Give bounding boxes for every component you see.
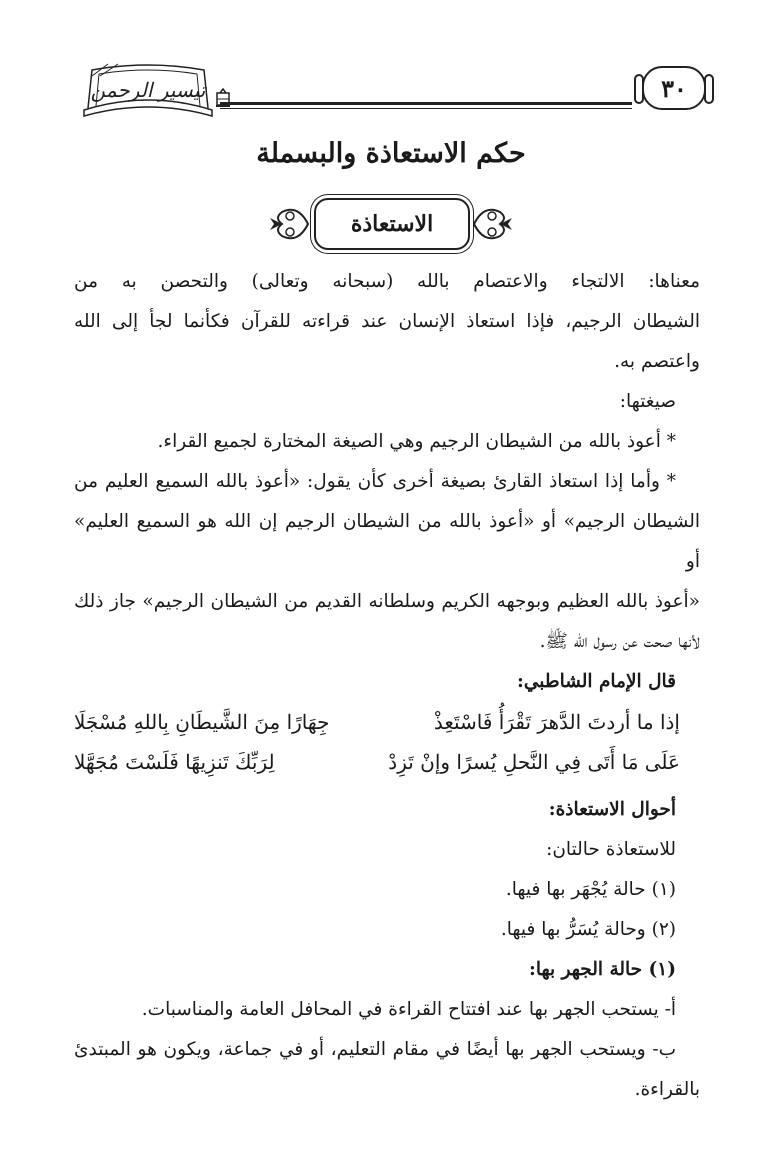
poem-line-2-second-hemistich: لِرَبِّكَ تَنزِيهًا فَلَسْتَ مُجَهَّلا (74, 750, 275, 774)
states-intro: للاستعاذة حالتان: (546, 839, 676, 860)
left-ornament-icon (268, 198, 312, 250)
header-rule (220, 102, 632, 105)
poem-line-2 (74, 742, 700, 782)
jahr-point-a: أ- يستحب الجهر بها عند افتتاح القراءة في المحافل العامة والمناسبات. (141, 999, 676, 1020)
alt-formula-line-3: «أعوذ بالله العظيم وبوجهه الكريم وسلطانه القديم من الشيطان الرجيم» جاز ذلك (74, 591, 700, 612)
jahr-heading: (١) حالة الجهر بها: (528, 959, 676, 980)
meaning-line-1: معناها: الالتجاء والاعتصام بالله (سبحانه وتعالى) والتحصن به من (74, 271, 700, 292)
poem-line-1-second-hemistich: جِهَارًا مِنَ الشَّيطَانِ بِاللهِ مُسْجَلَا (74, 710, 330, 734)
chapter-title: حكم الاستعاذة والبسملة (256, 138, 526, 169)
alt-formula-line-2: الشيطان الرجيم» أو «أعوذ بالله من الشيطان الرجيم إن الله هو السميع العليم» أو (74, 511, 700, 572)
section-title: الاستعاذة (314, 198, 470, 250)
formula-heading: صيغتها: (619, 391, 676, 412)
page-number: ٣٠ (642, 66, 706, 110)
shatibi-heading: قال الإمام الشاطبي: (517, 671, 676, 692)
meaning-line-2: الشيطان الرجيم، فإذا استعاذ الإنسان عند قراءته للقرآن فكأنما لجأ إلى الله (74, 311, 700, 332)
jahr-point-b-line-1: ب- ويستحب الجهر بها أيضًا في مقام التعليم، أو في جماعة، ويكون هو المبتدئ (74, 1039, 676, 1060)
poem-line-1 (74, 702, 700, 742)
page-body (74, 262, 700, 1110)
meaning-line-3: واعتصم به. (614, 351, 700, 372)
section-header (276, 192, 506, 256)
jahr-point-b-line-2: بالقراءة. (634, 1079, 700, 1100)
state-1: (١) حالة يُجْهَر بها فيها. (505, 879, 676, 900)
formula-line-1: * أعوذ بالله من الشيطان الرجيم وهي الصيغة المختارة لجميع القراء. (157, 431, 676, 452)
right-ornament-icon (470, 198, 514, 250)
page-header (70, 58, 710, 128)
poem-line-2-first-hemistich: عَلَى مَا أَتَى فِي النَّحلِ يُسرًا وإنْ تَزِدْ (388, 750, 680, 774)
book-title: تيسير الرحمن (90, 78, 206, 102)
alt-formula-line-1: * وأما إذا استعاذ القارئ بصيغة أخرى كأن يقول: «أعوذ بالله السميع العليم من (74, 471, 676, 492)
alt-formula-line-4: لأنها صحت عن رسول الله ﷺ. (539, 631, 700, 652)
state-2: (٢) وحالة يُسَرُّ بها فيها. (500, 919, 676, 940)
poem-line-1-first-hemistich: إذا ما أردتَ الدَّهرَ تَقْرَأُ فَاسْتَعِذْ (433, 710, 680, 734)
header-rule-thin (220, 108, 632, 109)
states-heading: أحوال الاستعاذة: (548, 799, 676, 820)
